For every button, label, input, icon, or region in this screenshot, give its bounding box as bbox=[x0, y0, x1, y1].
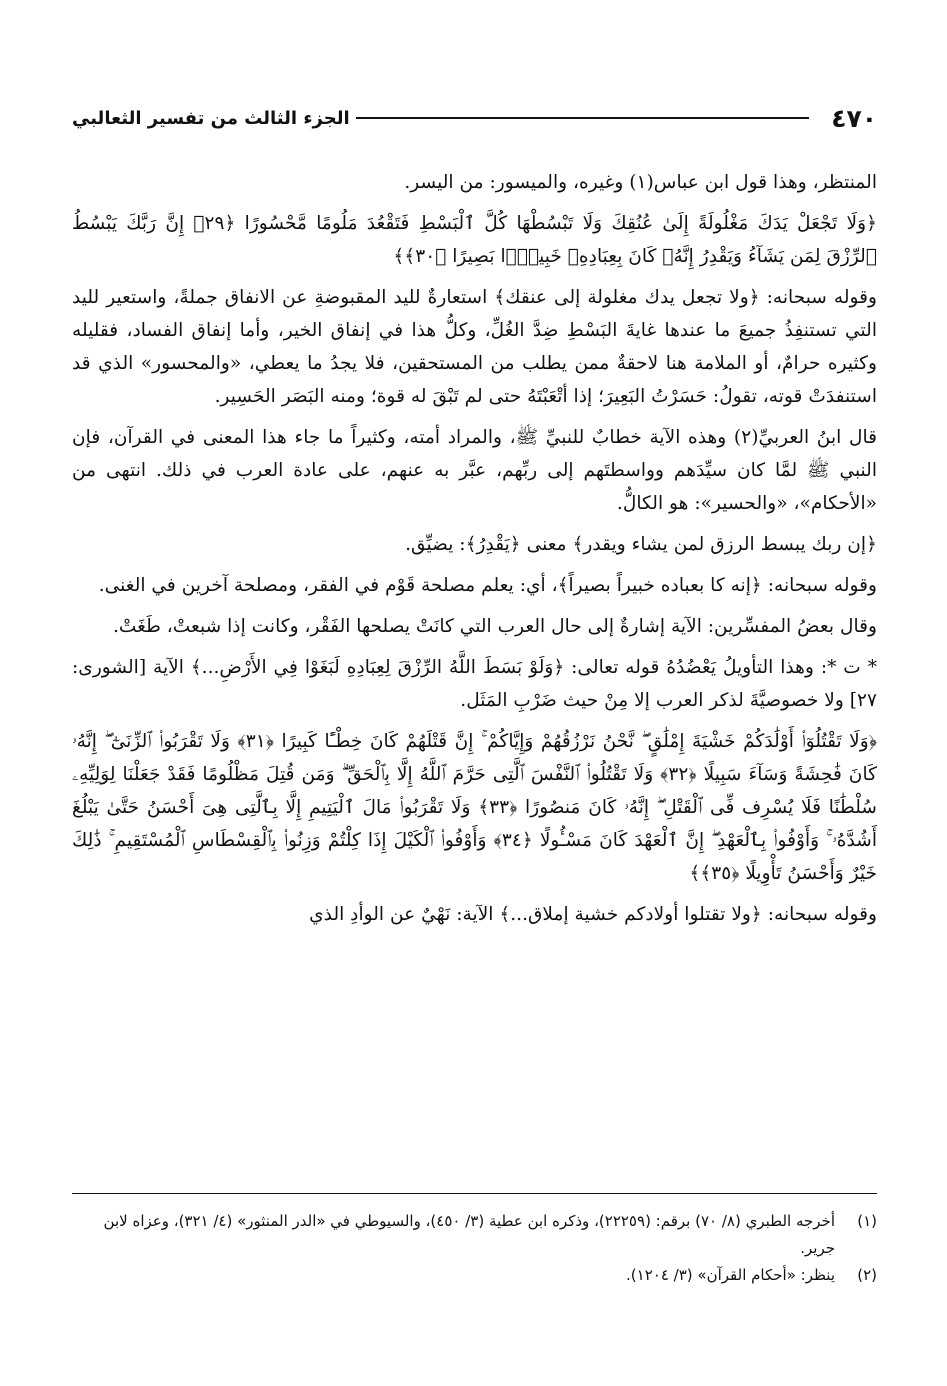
body-text bbox=[72, 166, 877, 931]
book-page bbox=[72, 100, 877, 1346]
paragraph-commentary-hand: وقوله سبحانه: ﴿ولا تجعل يدك مغلولة إلى عنقك﴾ استعارةٌ لليد المقبوضةِ عن الانفاق جملةً، واستعير لليد التي تستنفِذُ جميعَ ما عندها غايةَ البَسْطِ ضِدَّ الغُلِّ، وكلُّ هذا في إنفاق الخير، وأما إنفاق الفساد، فقليله وكثيره حرامٌ، أو الملامة هنا لاحقةٌ ممن يطلب من المستحقين، فلا يجدُ ما يعطي، «والمحسور» الذي قد استنفدَتْ قوته، تقولُ: حَسَرْتُ البَعِيرَ؛ إذا أتْعَبْتَهُ حتى لم تَبْقَ له قوة؛ ومنه البَصَر الحَسِير. bbox=[72, 287, 877, 407]
quran-verse-29-30: ﴿وَلَا تَجْعَلْ يَدَكَ مَغْلُولَةً إِلَىٰ عُنُقِكَ وَلَا تَبْسُطْهَا كُلَّ ٱلْبَسْطِ فَتَقْعُدَ مَلُومًا مَّحْسُورًا ﴿٢٩﴾ إِنَّ رَبَّكَ يَبْسُطُ ٱلرِّزْقَ لِمَن يَشَآءُ وَيَقْدِرُ إِنَّهُۥ كَانَ بِعِبَادِهِۦ خَبِيرًۢا بَصِيرًا ﴿٣٠﴾﴾ bbox=[72, 213, 877, 267]
footnote-text: أخرجه الطبري (٨/ ٧٠) برقم: (٢٢٢٥٩)، وذكره ابن عطية (٣/ ٤٥٠)، والسيوطي في «الدر المنثور» (٤/ ٣٢١)، وعزاه لابن جرير. bbox=[103, 1212, 835, 1257]
header-rule bbox=[356, 117, 810, 119]
footnote-1 bbox=[72, 1208, 877, 1262]
running-title: الجزء الثالث من تفسير الثعالبي bbox=[72, 107, 350, 129]
footnote-text: ينظر: «أحكام القرآن» (٣/ ١٢٠٤). bbox=[626, 1266, 835, 1284]
paragraph-ibn-arabi: قال ابنُ العربيِّ(٢) وهذه الآية خطابٌ للنبيِّ ﷺ، والمراد أمته، وكثيراً ما جاء هذا المعنى في القرآن، فإن النبي ﷺ لمَّا كان سيِّدَهم وواسطتَهم إلى ربِّهم، عبَّر به عنهم، على عادة العرب في ذلك. انتهى من «الأحكام»، «والحسير»: هو الكالُّ. bbox=[72, 427, 878, 514]
paragraph-provision: ﴿إن ربك يبسط الرزق لمن يشاء ويقدر﴾ معنى ﴿يَقْدِرُ﴾: يضيِّق. bbox=[405, 534, 877, 555]
footnote-number: (١) bbox=[857, 1212, 877, 1230]
footnote-2 bbox=[72, 1262, 877, 1289]
page-header bbox=[72, 100, 877, 136]
footnote-rule bbox=[72, 1193, 877, 1194]
paragraph-exegetes: وقال بعضُ المفسِّرين: الآية إشارةٌ إلى حال العرب التي كانَتْ يصلحها الفَقْر، وكانت إذا شبعتْ، طَغَتْ. bbox=[112, 616, 877, 637]
footnotes bbox=[72, 1193, 877, 1289]
quran-verse-31-35: ﴿وَلَا تَقْتُلُوٓا۟ أَوْلَٰدَكُمْ خَشْيَةَ إِمْلَٰقٍ ۖ نَّحْنُ نَرْزُقُهُمْ وَإِيَّاكُمْ ۚ إِنَّ قَتْلَهُمْ كَانَ خِطْـًٔا كَبِيرًا ﴿٣١﴾ وَلَا تَقْرَبُوا۟ ٱلزِّنَىٰٓ ۖ إِنَّهُۥ كَانَ فَٰحِشَةً وَسَآءَ سَبِيلًا ﴿٣٢﴾ وَلَا تَقْتُلُوا۟ ٱلنَّفْسَ ٱلَّتِى حَرَّمَ ٱللَّهُ إِلَّا بِٱلْحَقِّ ۗ وَمَن قُتِلَ مَظْلُومًا فَقَدْ جَعَلْنَا لِوَلِيِّهِۦ سُلْطَٰنًا فَلَا يُسْرِف فِّى ٱلْقَتْلِ ۖ إِنَّهُۥ كَانَ مَنصُورًا ﴿٣٣﴾ وَلَا تَقْرَبُوا۟ مَالَ ٱلْيَتِيمِ إِلَّا بِٱلَّتِى هِىَ أَحْسَنُ حَتَّىٰ يَبْلُغَ أَشُدَّهُۥ ۚ وَأَوْفُوا۟ بِٱلْعَهْدِ ۖ إِنَّ ٱلْعَهْدَ كَانَ مَسْـُٔولًا ﴿٣٤﴾ وَأَوْفُوا۟ ٱلْكَيْلَ إِذَا كِلْتُمْ وَزِنُوا۟ بِٱلْقِسْطَاسِ ٱلْمُسْتَقِيمِ ۚ ذَٰلِكَ خَيْرٌ وَأَحْسَنُ تَأْوِيلًا ﴿٣٥﴾﴾ bbox=[72, 731, 877, 884]
footnote-number: (٢) bbox=[857, 1266, 877, 1284]
paragraph-interpretation: * ت *: وهذا التأويلُ يَعْضُدُهُ قوله تعالى: ﴿وَلَوْ بَسَطَ اللَّهُ الرِّزْقَ لِعِبَادِهِ لَبَغَوْا فِي الأَرْضِ...﴾ الآية [الشورى: ٢٧] ولا خصوصيَّةَ لذكر العرب إلا مِنْ حيث ضَرْبِ المَثَل. bbox=[72, 657, 877, 711]
page-number: ٤٧٠ bbox=[831, 103, 877, 133]
paragraph-knowledgeable: وقوله سبحانه: ﴿إنه كا بعباده خبيراً بصيراً﴾، أي: يعلم مصلحة قَوْم في الفقر، ومصلحة آخرين في الغنى. bbox=[98, 575, 877, 596]
paragraph-infanticide: وقوله سبحانه: ﴿ولا تقتلوا أولادكم خشية إملاق...﴾ الآية: نَهْيٌ عن الوأدِ الذي bbox=[309, 904, 877, 925]
paragraph-continuation: المنتظر، وهذا قول ابن عباس(١) وغيره، والميسور: من اليسر. bbox=[404, 172, 877, 193]
